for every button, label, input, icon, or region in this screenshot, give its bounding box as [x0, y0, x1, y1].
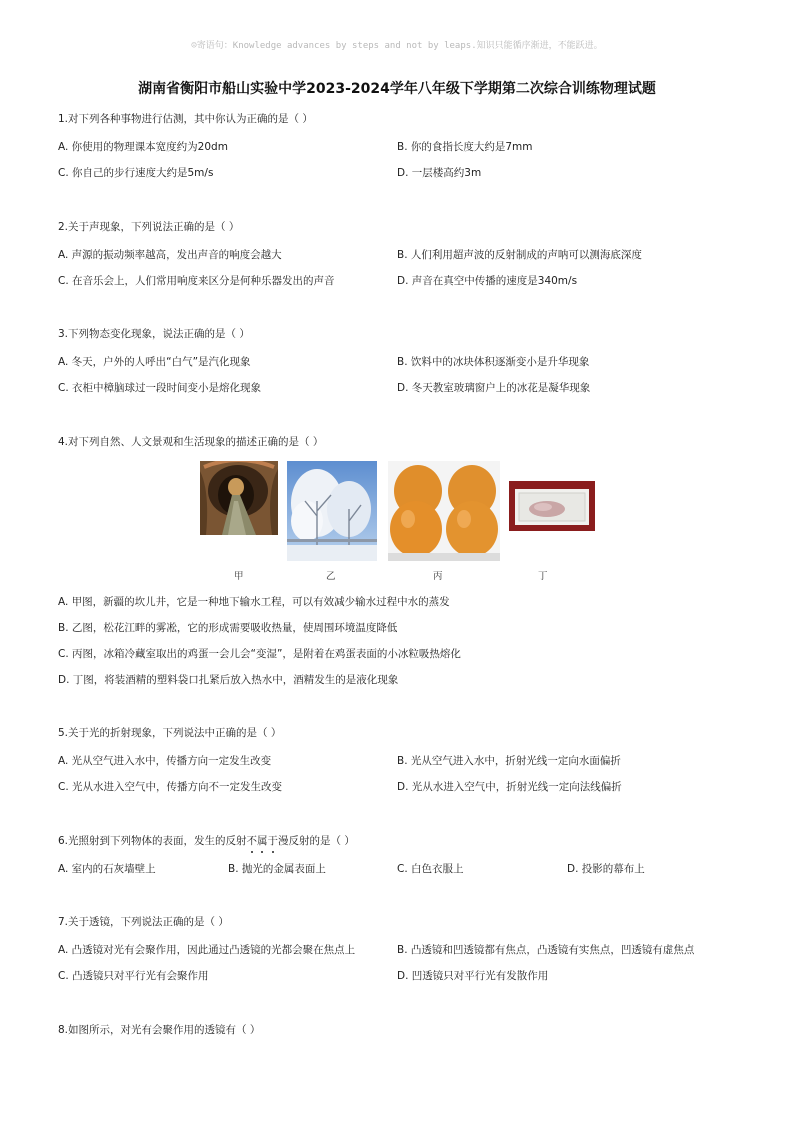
- stem-text: 6.光照射到下列物体的表面，发生的反射: [58, 835, 247, 847]
- option-b: B. 饮料中的冰块体积逐渐变小是升华现象: [397, 356, 590, 368]
- emphasized-text: [247, 832, 279, 850]
- emphasis-word: 不属于: [246, 835, 279, 847]
- emphasis-dot: [272, 851, 274, 853]
- question-stem: 1.对下列各种事物进行估测，其中你认为正确的是（ ）: [58, 113, 313, 125]
- option-c: C. 凸透镜只对平行光有会聚作用: [58, 970, 209, 982]
- question-stem: 2.关于声现象，下列说法正确的是（ ）: [58, 221, 240, 233]
- option-d: D. 投影的幕布上: [567, 863, 645, 875]
- option-c: C. 丙图，冰箱冷藏室取出的鸡蛋一会儿会“变湿”，是附着在鸡蛋表面的小冰粒吸热熔化: [58, 648, 461, 660]
- page-title: 湖南省衡阳市船山实验中学2023-2024学年八年级下学期第二次综合训练物理试题: [138, 81, 656, 97]
- option-d: D. 凹透镜只对平行光有发散作用: [397, 970, 549, 982]
- option-d: D. 冬天教室玻璃窗户上的冰花是凝华现象: [397, 382, 591, 394]
- option-c: C. 你自己的步行速度大约是5m/s: [58, 167, 214, 179]
- caption-yi: 乙: [326, 571, 336, 582]
- option-a: A. 甲图，新疆的坎儿井，它是一种地下输水工程，可以有效减少输水过程中水的蒸发: [58, 596, 450, 608]
- caption-ding: 丁: [538, 571, 548, 582]
- option-a: A. 冬天，户外的人呼出“白气”是汽化现象: [58, 356, 251, 368]
- option-c: C. 衣柜中樟脑球过一段时间变小是熔化现象: [58, 382, 262, 394]
- question-4: [58, 433, 748, 693]
- question-stem: 8.如图所示，对光有会聚作用的透镜有（ ）: [58, 1024, 261, 1036]
- motto-line: ☺寄语句：Knowledge advances by steps and not by leaps.知识只能循序渐进，不能跃进。: [191, 41, 603, 51]
- question-7: [58, 913, 748, 989]
- caption-jia: 甲: [234, 571, 244, 582]
- caption-bing: 丙: [433, 571, 443, 582]
- question-stem: 5.关于光的折射现象，下列说法中正确的是（ ）: [58, 727, 282, 739]
- option-d: D. 光从水进入空气中，折射光线一定向法线偏折: [397, 781, 622, 793]
- option-b: B. 人们利用超声波的反射制成的声呐可以测海底深度: [397, 249, 642, 261]
- option-c: C. 光从水进入空气中，传播方向不一定发生改变: [58, 781, 283, 793]
- question-stem: 3.下列物态变化现象，说法正确的是（ ）: [58, 328, 250, 340]
- karez-tunnel-image: [200, 461, 278, 535]
- option-a: A. 室内的石灰墙壁上: [58, 863, 156, 875]
- emphasis-dot: [261, 851, 263, 853]
- option-a: A. 你使用的物理课本宽度约为20dm: [58, 141, 228, 153]
- eggs-image: [388, 461, 500, 561]
- question-3: [58, 325, 748, 401]
- figure-row: [58, 461, 748, 583]
- option-a: A. 声源的振动频率越高，发出声音的响度会越大: [58, 249, 282, 261]
- emphasis-dot: [251, 851, 253, 853]
- option-b: B. 你的食指长度大约是7mm: [397, 141, 533, 153]
- option-b: B. 抛光的金属表面上: [228, 863, 326, 875]
- question-5: [58, 724, 748, 800]
- option-b: B. 光从空气进入水中，折射光线一定向水面偏折: [397, 755, 621, 767]
- question-stem: 7.关于透镜，下列说法正确的是（ ）: [58, 916, 229, 928]
- option-b: B. 凸透镜和凹透镜都有焦点，凸透镜有实焦点，凹透镜有虚焦点: [397, 944, 695, 956]
- option-b: B. 乙图，松花江畔的雾凇，它的形成需要吸收热量，使周围环境温度降低: [58, 622, 398, 634]
- alcohol-bag-image: [509, 481, 595, 531]
- option-c: C. 白色衣服上: [397, 863, 464, 875]
- question-6: [58, 832, 748, 882]
- option-a: A. 凸透镜对光有会聚作用，因此通过凸透镜的光都会聚在焦点上: [58, 944, 356, 956]
- option-d: D. 声音在真空中传播的速度是340m/s: [397, 275, 578, 287]
- question-stem: [58, 832, 748, 850]
- question-8: [58, 1021, 748, 1039]
- question-1: [58, 110, 748, 186]
- question-2: [58, 218, 748, 294]
- question-stem: 4.对下列自然、人文景观和生活现象的描述正确的是（ ）: [58, 436, 324, 448]
- option-d: D. 一层楼高约3m: [397, 167, 482, 179]
- stem-text: 漫反射的是（ ）: [278, 835, 355, 847]
- option-c: C. 在音乐会上，人们常用响度来区分是何种乐器发出的声音: [58, 275, 335, 287]
- option-d: D. 丁图，将装酒精的塑料袋口扎紧后放入热水中，酒精发生的是液化现象: [58, 674, 399, 686]
- rime-trees-image: [287, 461, 377, 561]
- option-a: A. 光从空气进入水中，传播方向一定发生改变: [58, 755, 272, 767]
